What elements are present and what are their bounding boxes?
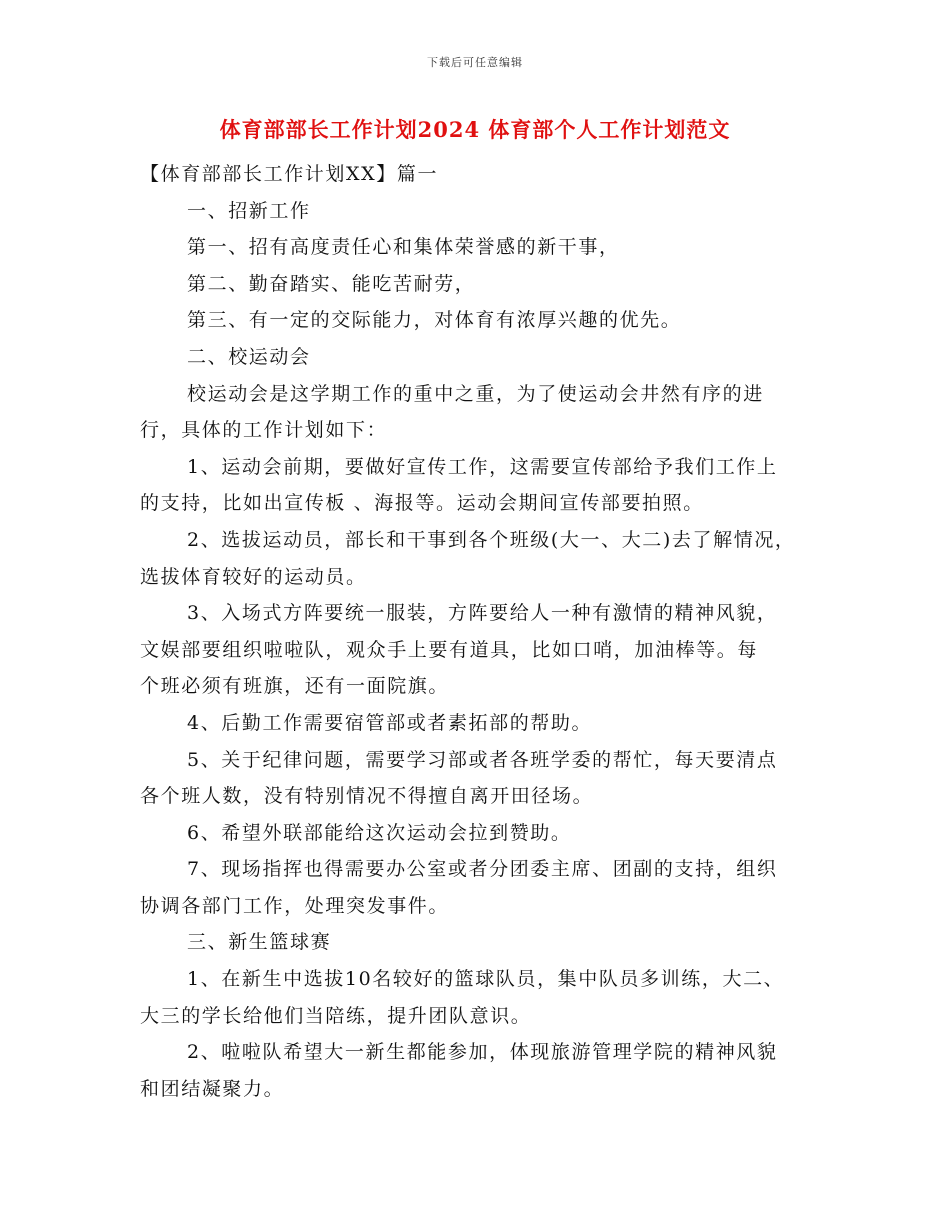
paragraph-line: 个班必须有班旗，还有一面院旗。: [140, 675, 450, 698]
paragraph-line: 大三的学长给他们当陪练，提升团队意识。: [140, 1004, 532, 1027]
paragraph-line: 1、在新生中选拔10名较好的篮球队员，集中队员多训练，大二、: [187, 968, 785, 991]
subheading-sports-meet: 二、校运动会: [187, 345, 311, 368]
paragraph-line: 的支持，比如出宣传板 、海报等。运动会期间宣传部要拍照。: [140, 492, 704, 515]
document-title: 体育部部长工作计划2024 体育部个人工作计划范文: [219, 117, 731, 142]
paragraph-line: 第一、招有高度责任心和集体荣誉感的新干事，: [187, 236, 620, 259]
paragraph-line: 2、啦啦队希望大一新生都能参加，体现旅游管理学院的精神风貌: [187, 1041, 778, 1064]
paragraph-line: 6、希望外联部能给这次运动会拉到赞助。: [187, 821, 572, 844]
paragraph-line: 协调各部门工作，处理突发事件。: [140, 894, 450, 917]
subheading-recruitment: 一、招新工作: [187, 199, 311, 222]
paragraph-line: 第三、有一定的交际能力，对体育有浓厚兴趣的优先。: [187, 309, 682, 332]
paragraph-line: 4、后勤工作需要宿管部或者素拓部的帮助。: [187, 711, 593, 734]
paragraph-line: 第二、勤奋踏实、能吃苦耐劳，: [187, 272, 476, 295]
paragraph-line: 1、运动会前期，要做好宣传工作，这需要宣传部给予我们工作上: [187, 455, 778, 478]
paragraph-line: 各个班人数，没有特别情况不得擅自离开田径场。: [140, 785, 594, 808]
header-note: 下载后可任意编辑: [427, 56, 523, 69]
paragraph-line: 3、入场式方阵要统一服装，方阵要给人一种有激情的精神风貌，: [187, 602, 778, 625]
paragraph-line: 文娱部要组织啦啦队，观众手上要有道具，比如口哨，加油棒等。每: [140, 638, 759, 661]
paragraph-line: 选拔体育较好的运动员。: [140, 565, 367, 588]
subheading-basketball: 三、新生篮球赛: [187, 931, 332, 954]
paragraph-line: 行，具体的工作计划如下：: [140, 419, 388, 442]
document-body: [140, 156, 810, 1107]
paragraph-line: 2、选拔运动员，部长和干事到各个班级(大一、大二)去了解情况，: [187, 528, 796, 551]
paragraph-line: 校运动会是这学期工作的重中之重，为了使运动会井然有序的进: [187, 382, 764, 405]
paragraph-line: 7、现场指挥也得需要办公室或者分团委主席、团副的支持，组织: [187, 858, 778, 881]
section-heading-part-one: 【体育部部长工作计划XX】篇一: [140, 163, 439, 185]
paragraph-line: 5、关于纪律问题，需要学习部或者各班学委的帮忙，每天要清点: [187, 748, 778, 771]
paragraph-line: 和团结凝聚力。: [140, 1077, 285, 1100]
